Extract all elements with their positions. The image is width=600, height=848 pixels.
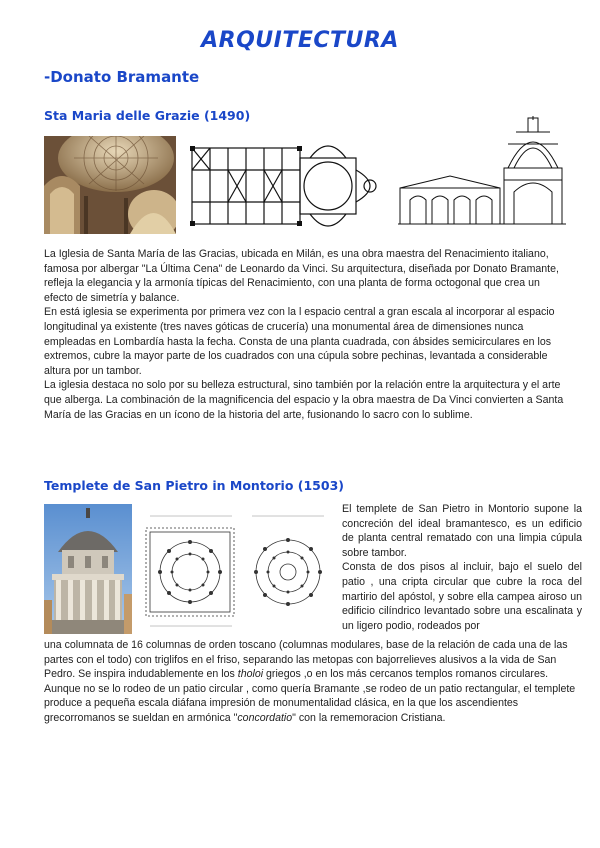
interior-dome-photo (44, 136, 176, 234)
italic-term-tholoi: tholoi (237, 668, 264, 681)
section2-paragraph: Consta de dos pisos al incluir, bajo el suelo del patio , una cripta circular que cubre la roca del martirio del apóstol, y sobre ella campea airoso un edificio cilíndrico levantado sobre una escalinata y un ligero podio, rodeados por (342, 561, 582, 632)
floor-plan-drawing (190, 140, 390, 234)
section1-paragraph: En está iglesia se experimenta por primera vez con la l espacio central a gran escala al incorporar al espacio longitudinal ya existente (tres naves góticas de crucería) una monumental área de dimensiones nunca empleadas en Lombardía hasta la fecha. Consta de una planta cuadrada, con ábsides semicirculares en los extremos, cubre la mayor parte de los cuadrados con una cúpula sobre pechinas, levantada a considerable altura por un tambor. (44, 306, 555, 377)
templete-photo (44, 504, 132, 634)
author-heading: -Donato Bramante (44, 68, 200, 86)
page-title: ARQUITECTURA (201, 28, 399, 53)
section1-text (44, 247, 564, 422)
section2-continuation-text (44, 638, 584, 726)
text-run: una columnata de 16 columnas de orden toscano (columnas modulares, base de la relación de cada una de las partes con el todo) con triglifos en el friso, separando las metopas con bajorrelieves alusivos a la vida de San Pedro. Se inspira indudablemente en los (44, 639, 568, 681)
italic-term-concordatio: concordatio (237, 711, 293, 724)
section1-paragraph: La Iglesia de Santa María de las Gracias, ubicada en Milán, es una obra maestra del Renacimiento italiano, famosa por albergar "La Última Cena" de Leonardo da Vinci. Su arquitectura, diseñada por Donato Bramante, refleja la elegancia y la armonía típicas del Renacimiento, con una planta de forma octogonal que crea un efecto de simetría y balance. (44, 248, 559, 304)
section2-side-text (342, 502, 582, 633)
section1-heading: Sta Maria delle Grazie (1490) (44, 108, 251, 123)
text-run: griegos ,o en los más cercanos templos romanos circulares. Aunque no se lo rodeo de un patio circular , como quería Bramante ,se rodeo de un patio rectangular, el templete produce a pequeña escala diáfana impresión de monumentalidad clásica, en la que los ascendientes grecorromanos se sueldan en armónica " (44, 668, 576, 724)
templete-plan-drawings (142, 510, 332, 634)
text-run: " con la rememoracion Cristiana. (292, 711, 446, 724)
section2-paragraph: El templete de San Pietro in Montorio supone la concreción del ideal bramantesco, es un edificio de planta central rematado con una limpia cúpula sobre tambor. (342, 503, 582, 559)
section1-paragraph: La iglesia destaca no solo por su belleza estructural, sino también por la relación entre la arquitectura y el arte que alberga. La combinación de la magnificencia del espacio y la obra maestra de Da Vinci convierten a Santa María de las Gracias en un ícono de la historia del arte, fusionando lo sacro con lo sublime. (44, 379, 564, 421)
section2-heading: Templete de San Pietro in Montorio (1503) (44, 478, 344, 493)
section-elevation-drawing (396, 116, 568, 234)
